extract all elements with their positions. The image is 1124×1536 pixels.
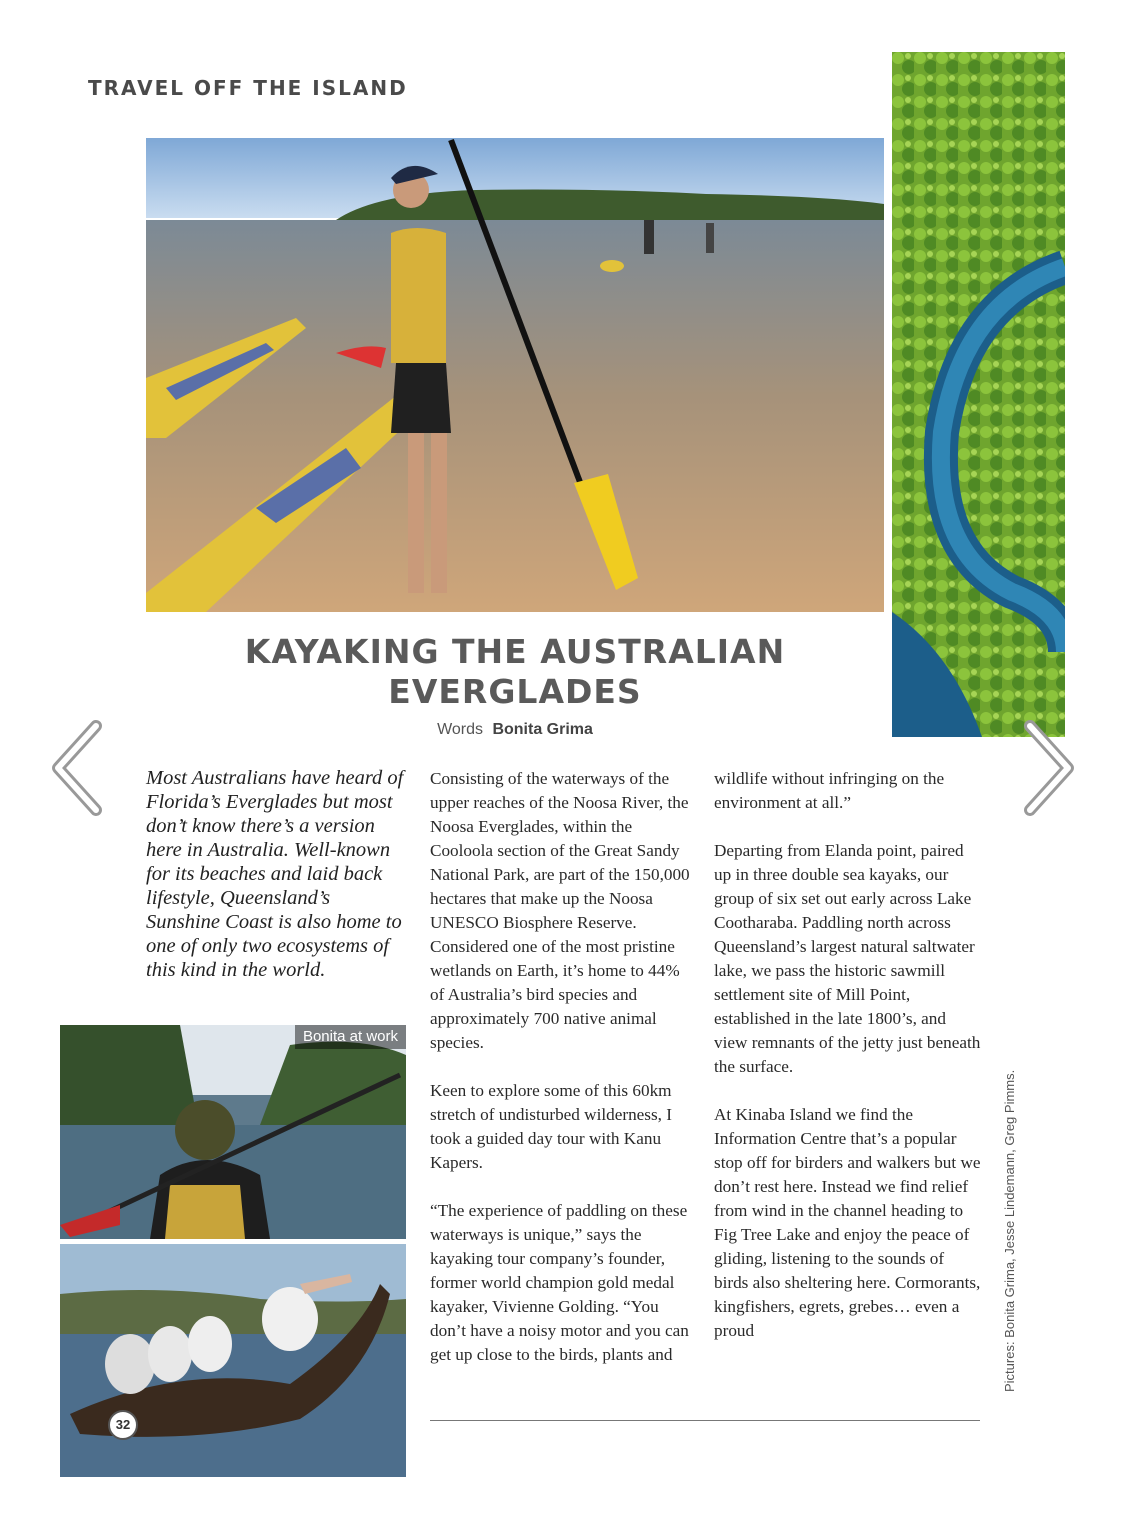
- title-line-2: EVERGLADES: [388, 672, 642, 711]
- chevron-right-icon: [1016, 718, 1076, 818]
- body-column-2: [714, 767, 982, 1367]
- paragraph: wildlife without infringing on the environment at all.”: [714, 769, 945, 812]
- byline-label: Words: [437, 721, 483, 738]
- paragraph: Departing from Elanda point, paired up in three double sea kayaks, our group of six set out early across Lake Cootharaba. Paddling north across Queensland’s largest natural saltwater lake, we pass the historic sawmill settlement site of Mill Point, established in the late 1800’s, and view remnants of the jetty just beneath the surface.: [714, 841, 981, 1076]
- page-number: 32: [108, 1410, 138, 1440]
- body-column-1: [430, 767, 698, 1391]
- paragraph: Keen to explore some of this 60km stretch of undisturbed wilderness, I took a guided day tour with Kanu Kapers.: [430, 1081, 673, 1172]
- chevron-left-icon: [50, 718, 110, 818]
- title-line-1: KAYAKING THE AUSTRALIAN: [244, 632, 786, 671]
- bonita-photo: [60, 1025, 406, 1239]
- section-label: TRAVEL OFF THE ISLAND: [88, 76, 408, 100]
- paragraph: At Kinaba Island we find the Information Centre that’s a popular stop off for birders and walkers but we don’t rest here. Instead we find relief from wind in the channel heading to Fig Tree Lake and enjoy the peace of gliding, listening to the sounds of birds also sheltering here. Cormorants, kingfishers, egrets, grebes… even a proud: [714, 1105, 981, 1340]
- intro-text: Most Australians have heard of Florida’s Everglades but most don’t know there’s a version here in Australia. Well-known for its beaches and laid back lifestyle, Queensland’s Sunshine Coast is also home to one of only two ecosystems of this kind in the world.: [146, 767, 404, 981]
- aerial-river-photo: [892, 52, 1065, 737]
- paragraph: Consisting of the waterways of the upper reaches of the Noosa River, the Noosa Everglades, within the Cooloola section of the Great Sandy National Park, are part of the 150,000 hectares that make up the Noosa UNESCO Biosphere Reserve. Considered one of the most pristine wetlands on Earth, it’s home to 44% of Australia’s bird species and approximately 700 native animal species.: [430, 769, 690, 1052]
- next-page-button[interactable]: [1016, 718, 1076, 818]
- byline: [150, 721, 880, 739]
- paragraph: “The experience of paddling on these waterways is unique,” says the kayaking tour company’s founder, former world champion gold medal kayaker, Vivienne Golding. “You don’t have a noisy motor and you can get up close to the birds, plants and: [430, 1201, 689, 1364]
- article-title: [150, 632, 880, 712]
- hero-photo: [146, 138, 884, 612]
- byline-author: Bonita Grima: [492, 721, 593, 738]
- photo-caption: Bonita at work: [295, 1025, 406, 1049]
- bottom-rule: [430, 1420, 980, 1421]
- photo-credits: Pictures: Bonita Grima, Jesse Lindemann, Greg Pimms.: [1002, 1069, 1017, 1392]
- pelicans-photo: [60, 1244, 406, 1477]
- prev-page-button[interactable]: [50, 718, 110, 818]
